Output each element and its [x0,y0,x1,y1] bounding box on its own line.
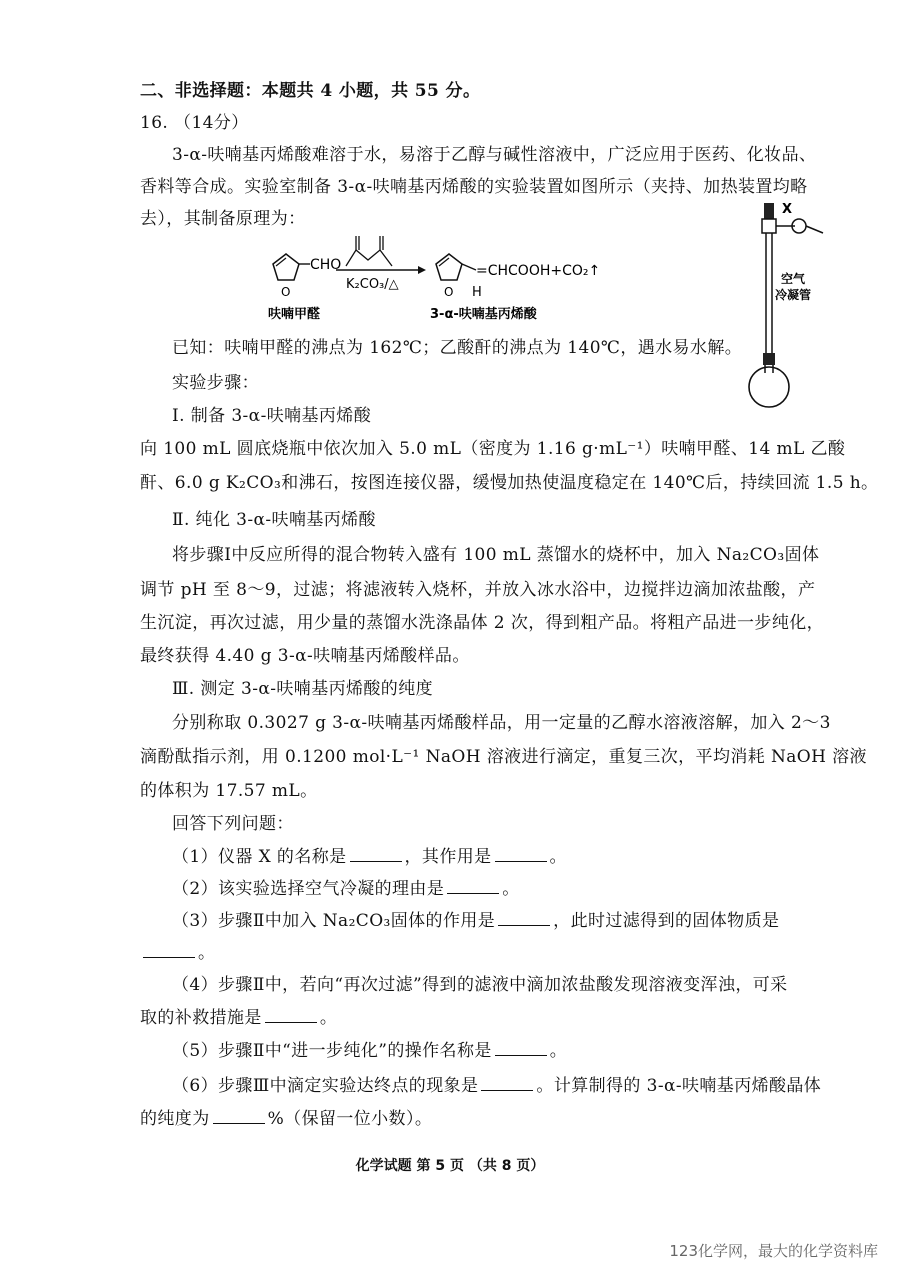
step2-line-1: 将步骤Ⅰ中反应所得的混合物转入盛有 100 mL 蒸馏水的烧杯中，加入 Na₂CO₃固体 [172,545,820,565]
condenser-label-1: 空气 [781,272,806,286]
step3-title: Ⅲ. 测定 3-α-呋喃基丙烯酸的纯度 [172,679,433,699]
reaction-scheme [258,222,628,327]
product-tail: =CHCOOH+CO₂↑ [476,263,601,279]
ring-oxygen-2: O [444,285,454,299]
step2-line-3: 生沉淀，再次过滤，用少量的蒸馏水洗涤晶体 2 次，得到粗产品。将粗产品进一步纯化， [140,613,825,633]
answer-prompt: 回答下列问题： [172,814,294,834]
apparatus-diagram [735,195,835,410]
watermark: 123化学网，最大的化学资料库 [669,1242,878,1260]
step1-line-1: 向 100 mL 圆底烧瓶中依次加入 5.0 mL（密度为 1.16 g·mL⁻¹）呋喃甲醛、14 mL 乙酸 [140,439,846,459]
question-2: （2）该实验选择空气冷凝的理由是 。 [172,879,520,899]
condenser-label-2: 冷凝管 [775,288,812,302]
question-4-cont: 取的补救措施是 。 [140,1008,338,1028]
question-1: （1）仪器 X 的名称是 ，其作用是 。 [172,847,567,867]
answer-blank[interactable] [481,1074,533,1091]
cho-label: CHO [310,257,342,273]
step3-line-1: 分别称取 0.3027 g 3-α-呋喃基丙烯酸样品，用一定量的乙醇水溶液溶解，加入 2～3 [172,713,831,733]
step3-line-2: 滴酚酞指示剂，用 0.1200 mol·L⁻¹ NaOH 溶液进行滴定，重复三次，平均消耗 NaOH 溶液 [140,747,867,767]
section-header: 二、非选择题：本题共 4 小题，共 55 分。 [140,81,481,101]
step2-title: Ⅱ. 纯化 3-α-呋喃基丙烯酸 [172,510,376,530]
product-name: 3-α-呋喃基丙烯酸 [430,307,537,322]
x-label: X [782,202,793,217]
intro-line-2: 香料等合成。实验室制备 3-α-呋喃基丙烯酸的实验装置如图所示（夹持、加热装置均略 [140,177,808,197]
reactant-name: 呋喃甲醛 [268,307,321,322]
question-5: （5）步骤Ⅱ中“进一步纯化”的操作名称是 。 [172,1041,568,1061]
step1-line-2: 酐、6.0 g K₂CO₃和沸石，按图连接仪器，缓慢加热使温度稳定在 140℃后，持续回流 1.5 h。 [140,473,879,493]
question-6: （6）步骤Ⅲ中滴定实验达终点的现象是 。计算制得的 3-α-呋喃基丙烯酸晶体 [172,1076,822,1096]
page-footer: 化学试题 第 5 页 （共 8 页） [355,1158,545,1174]
steps-title: 实验步骤： [172,373,259,393]
step2-line-4: 最终获得 4.40 g 3-α-呋喃基丙烯酸样品。 [140,646,470,666]
known-info: 已知：呋喃甲醛的沸点为 162℃；乙酸酐的沸点为 140℃，遇水易水解。 [172,338,743,358]
question-6-cont: 的纯度为 %（保留一位小数）。 [140,1109,433,1129]
answer-blank[interactable] [495,1039,547,1056]
question-3: （3）步骤Ⅱ中加入 Na₂CO₃固体的作用是 ，此时过滤得到的固体物质是 [172,911,780,931]
answer-blank[interactable] [350,845,402,862]
intro-line-1: 3-α-呋喃基丙烯酸难溶于水，易溶于乙醇与碱性溶液中，广泛应用于医药、化妆品、 [172,145,817,165]
answer-blank[interactable] [265,1006,317,1023]
step3-line-3: 的体积为 17.57 mL。 [140,781,318,801]
question-3-cont: 。 [140,938,215,963]
question-4: （4）步骤Ⅱ中，若向“再次过滤”得到的滤液中滴加浓盐酸发现溶液变浑浊，可采 [172,975,788,995]
answer-blank[interactable] [213,1107,265,1124]
answer-blank[interactable] [143,941,195,958]
answer-blank[interactable] [495,845,547,862]
question-number: 16. （14分） [140,113,249,133]
answer-blank[interactable] [447,877,499,894]
reaction-conditions: K₂CO₃/△ [346,277,399,292]
ring-oxygen-1: O [281,285,291,299]
step2-line-2: 调节 pH 至 8～9，过滤；将滤液转入烧杯，并放入冰水浴中，边搅拌边滴加浓盐酸，产 [140,580,816,600]
step1-title: Ⅰ. 制备 3-α-呋喃基丙烯酸 [172,406,372,426]
h-label: H [472,285,482,300]
intro-line-3: 去），其制备原理为： [140,209,306,229]
answer-blank[interactable] [498,909,550,926]
